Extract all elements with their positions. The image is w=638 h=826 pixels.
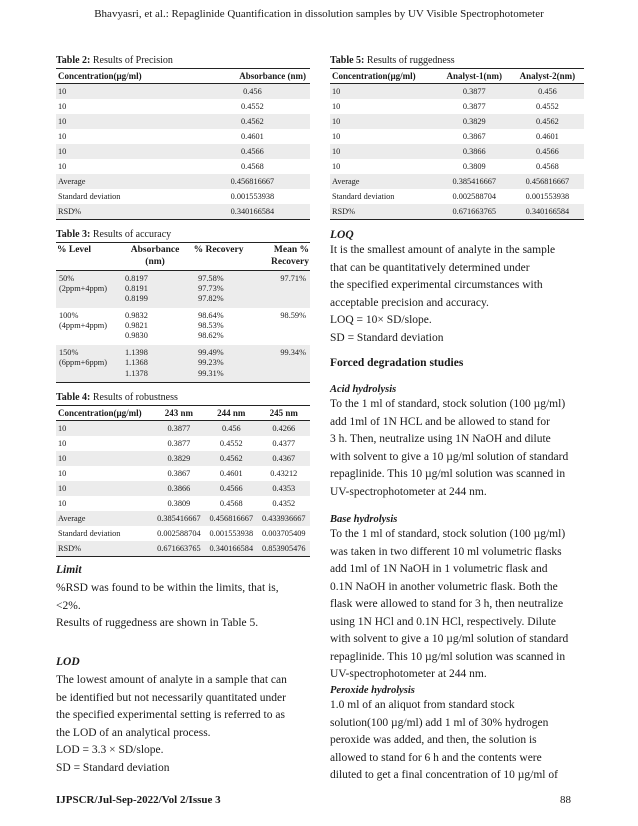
- column-header: 244 nm: [205, 406, 257, 421]
- table-cell: 0.4552: [536, 102, 559, 111]
- table-row: [56, 421, 310, 437]
- table-cell: 10: [58, 162, 67, 171]
- table-cell: Average: [330, 174, 438, 189]
- table-row: [56, 174, 310, 189]
- table-cell: 10: [332, 102, 341, 111]
- table-cell: 0.4562: [205, 451, 257, 466]
- accuracy-table: [56, 242, 310, 383]
- table-cell: 10: [330, 144, 438, 159]
- table-cell: 10: [58, 499, 67, 508]
- table-cell: 10: [56, 451, 153, 466]
- table-cell: 0.671663765: [153, 541, 205, 557]
- column-header: Analyst-1(nm): [438, 69, 511, 84]
- table-row: [56, 345, 310, 383]
- column-header: Concentration(µg/ml): [56, 406, 153, 421]
- table-cell: 0.4552: [240, 102, 264, 111]
- table-row: [56, 308, 310, 345]
- table-cell: 0.4352: [272, 499, 296, 508]
- table-cell: 0.340166584: [511, 204, 584, 220]
- limit-paragraph: %RSD was found to be within the limits, that is, <2%. Results of ruggedness are shown in Table 5.: [56, 582, 279, 629]
- table-cell: 0.853905476: [258, 541, 310, 557]
- table-cell: 0.385416667: [153, 511, 205, 526]
- table-cell: 0.456816667: [511, 174, 584, 189]
- table-cell: Average: [56, 174, 195, 189]
- recovery-cell: 97.58% 97.73% 97.82%: [188, 270, 249, 308]
- table-row: [56, 451, 310, 466]
- column-header: Concentration(µg/ml): [330, 69, 438, 84]
- table-cell: 0.3809: [462, 162, 486, 171]
- table-cell: RSD%: [56, 204, 195, 220]
- level-cell: 50% (2ppm+4ppm): [56, 270, 122, 308]
- running-head: Bhavyasri, et al.: Repaglinide Quantification in dissolution samples by UV Visible Spectrophotometer: [94, 8, 544, 20]
- table-cell: 0.456816667: [195, 174, 310, 189]
- table-cell: 0.4601: [240, 132, 264, 141]
- table-cell: 10: [58, 132, 67, 141]
- lod-heading: LOD: [56, 656, 80, 668]
- absorbance-cell: 0.8197 0.8191 0.8199: [122, 270, 188, 308]
- table-row: [56, 541, 310, 557]
- table-cell: 0.4562: [511, 114, 584, 129]
- table-4-caption: Table 4: Results of robustness: [56, 392, 178, 403]
- robustness-table: [56, 405, 310, 557]
- table-row: [56, 436, 310, 451]
- table-cell: 0.003705409: [261, 529, 306, 538]
- mean-recovery-cell: 99.34%: [249, 345, 310, 383]
- lod-section: [56, 656, 310, 777]
- table-cell: RSD%: [56, 541, 153, 557]
- precision-table: [56, 68, 310, 220]
- table-cell: 0.456: [205, 421, 257, 437]
- robustness-table-body: [56, 421, 310, 557]
- mean-recovery-cell: 97.71%: [249, 270, 310, 308]
- table-cell: 0.4566: [205, 481, 257, 496]
- table-2-block: [56, 55, 310, 220]
- peroxide-hydrolysis-paragraph: 1.0 ml of an aliquot from standard stock solution(100 µg/ml) add 1 ml of 30% hydrogen peroxide was added, and then, the solution is allowed to stand for 6 h and the contents were diluted to get a final concentration of 10 µg/ml of: [330, 699, 558, 781]
- mean-recovery-cell: 98.59%: [280, 310, 306, 320]
- table-cell: 0.433936667: [258, 511, 310, 526]
- column-header: Concentration(µg/ml): [56, 69, 195, 84]
- ruggedness-table: [330, 68, 584, 220]
- table-cell: Standard deviation: [58, 529, 121, 538]
- peroxide-hydrolysis-heading: Peroxide hydrolysis: [330, 685, 415, 696]
- table-cell: 0.3877: [153, 421, 205, 437]
- recovery-cell: 98.64% 98.53% 98.62%: [198, 310, 224, 341]
- table-3-block: [56, 229, 310, 383]
- loq-heading: LOQ: [330, 229, 354, 241]
- table-header-row: [56, 406, 310, 421]
- table-cell: 0.456: [511, 84, 584, 100]
- table-cell: 0.3867: [462, 132, 486, 141]
- table-row: [56, 129, 310, 144]
- table-cell: 0.3877: [462, 102, 486, 111]
- table-cell: 0.001553938: [525, 192, 570, 201]
- acid-hydrolysis-section: [330, 384, 584, 501]
- table-cell: 0.4566: [511, 144, 584, 159]
- table-row: [56, 144, 310, 159]
- table-row: [56, 481, 310, 496]
- table-5-caption: Table 5: Results of ruggedness: [330, 55, 455, 66]
- loq-section: [330, 229, 584, 347]
- level-cell: 150% (6ppm+6ppm): [56, 345, 122, 383]
- table-row: [330, 114, 584, 129]
- table-cell: 0.4377: [272, 439, 296, 448]
- table-row: [56, 159, 310, 174]
- table-cell: 10: [58, 469, 67, 478]
- table-row: [56, 466, 310, 481]
- table-header-row: [56, 243, 310, 271]
- table-cell: 10: [330, 114, 438, 129]
- level-cell: 100% (4ppm+4ppm): [59, 310, 108, 331]
- column-header: 243 nm: [153, 406, 205, 421]
- table-cell: 10: [58, 102, 67, 111]
- column-header: % Recovery: [188, 243, 249, 271]
- table-cell: RSD%: [330, 204, 438, 220]
- table-cell: 0.001553938: [230, 192, 275, 201]
- base-hydrolysis-section: [330, 514, 584, 684]
- table-row: [56, 511, 310, 526]
- table-cell: 0.4552: [219, 439, 243, 448]
- table-cell: 0.4601: [219, 469, 243, 478]
- limit-heading: Limit: [56, 564, 82, 576]
- table-cell: 0.4367: [258, 451, 310, 466]
- table-cell: 10: [56, 144, 195, 159]
- table-cell: 0.3866: [438, 144, 511, 159]
- table-cell: 0.340166584: [205, 541, 257, 557]
- table-cell: Standard deviation: [58, 192, 121, 201]
- table-row: [330, 174, 584, 189]
- table-header-row: [56, 69, 310, 84]
- column-header: Absorbance (nm): [195, 69, 310, 84]
- loq-paragraph: It is the smallest amount of analyte in the sample that can be quantitatively determined under the specified experimental circumstances with acceptable precision and accuracy. LOQ = 10× SD/slope. SD = Standard deviation: [330, 244, 556, 344]
- table-cell: 10: [58, 439, 67, 448]
- table-cell: 10: [56, 84, 195, 100]
- table-row: [56, 270, 310, 308]
- table-cell: 10: [332, 162, 341, 171]
- acid-hydrolysis-paragraph: To the 1 ml of standard, stock solution (100 µg/ml) add 1ml of 1N HCL and be allowed to stand for 3 h. Then, neutralize using 1N NaOH and dilute with solvent to give a 10 µg/ml solution of standard repaglinide. This 10 µg/ml solution was scanned in UV-spectrophotometer at 244 nm.: [330, 398, 569, 498]
- journal-footer: IJPSCR/Jul-Sep-2022/Vol 2/Issue 3: [56, 794, 221, 806]
- table-cell: 0.002588704: [157, 529, 201, 538]
- table-header-row: [330, 69, 584, 84]
- table-cell: 0.3866: [153, 481, 205, 496]
- table-row: [56, 526, 310, 541]
- table-3-caption: Table 3: Results of accuracy: [56, 229, 172, 240]
- table-cell: 0.4566: [195, 144, 310, 159]
- column-header: % Level: [56, 243, 122, 271]
- table-row: [330, 144, 584, 159]
- accuracy-table-body: [56, 270, 310, 382]
- column-header: Mean % Recovery: [249, 243, 310, 271]
- table-2-caption: Table 2: Results of Precision: [56, 55, 173, 66]
- table-5-block: [330, 55, 584, 220]
- table-cell: 0.3809: [167, 499, 191, 508]
- table-cell: 0.3829: [153, 451, 205, 466]
- table-cell: 10: [330, 84, 438, 100]
- forced-degradation-heading: Forced degradation studies: [330, 357, 464, 369]
- table-cell: 0.3829: [438, 114, 511, 129]
- column-header: Analyst-2(nm): [511, 69, 584, 84]
- table-cell: 0.4562: [195, 114, 310, 129]
- table-row: [56, 204, 310, 220]
- table-cell: 0.456816667: [205, 511, 257, 526]
- acid-hydrolysis-heading: Acid hydrolysis: [330, 384, 397, 395]
- table-cell: 0.456: [195, 84, 310, 100]
- table-cell: 0.001553938: [209, 529, 254, 538]
- table-cell: 0.43212: [270, 469, 298, 478]
- limit-section: [56, 564, 310, 633]
- table-cell: 10: [56, 481, 153, 496]
- table-cell: 0.4568: [240, 162, 264, 171]
- table-cell: 10: [332, 132, 341, 141]
- recovery-cell: 99.49% 99.23% 99.31%: [188, 345, 249, 383]
- table-row: [330, 99, 584, 114]
- table-row: [330, 189, 584, 204]
- ruggedness-table-body: [330, 84, 584, 220]
- table-cell: Average: [56, 511, 153, 526]
- table-cell: 0.3877: [438, 84, 511, 100]
- table-row: [330, 129, 584, 144]
- table-row: [56, 114, 310, 129]
- table-cell: 0.385416667: [438, 174, 511, 189]
- precision-table-body: [56, 84, 310, 220]
- base-hydrolysis-heading: Base hydrolysis: [330, 514, 398, 525]
- lod-paragraph: The lowest amount of analyte in a sample that can be identified but not necessarily quantitated under the specified experimental setting is referred to as the LOD of an analytical process. LOD = 3.3 × SD/slope. SD = Standard deviation: [56, 674, 287, 774]
- table-row: [56, 496, 310, 511]
- table-cell: Standard deviation: [332, 192, 395, 201]
- table-cell: 0.671663765: [438, 204, 511, 220]
- table-row: [330, 159, 584, 174]
- table-cell: 0.340166584: [195, 204, 310, 220]
- table-cell: 10: [56, 114, 195, 129]
- table-row: [330, 84, 584, 100]
- table-4-block: [56, 392, 310, 557]
- column-header: Absorbance (nm): [122, 243, 188, 271]
- absorbance-cell: 0.9832 0.9821 0.9830: [125, 310, 148, 341]
- table-row: [56, 84, 310, 100]
- absorbance-cell: 1.1398 1.1368 1.1378: [122, 345, 188, 383]
- table-cell: 0.4601: [536, 132, 559, 141]
- table-row: [56, 189, 310, 204]
- table-cell: 0.3877: [167, 439, 191, 448]
- column-header: 245 nm: [258, 406, 310, 421]
- peroxide-hydrolysis-section: [330, 685, 584, 785]
- table-cell: 10: [56, 421, 153, 437]
- table-cell: 0.002588704: [452, 192, 497, 201]
- table-row: [330, 204, 584, 220]
- page-number: 88: [560, 794, 571, 806]
- table-cell: 0.4266: [258, 421, 310, 437]
- table-cell: 0.4568: [219, 499, 243, 508]
- table-cell: 0.3867: [167, 469, 191, 478]
- base-hydrolysis-paragraph: To the 1 ml of standard, stock solution (100 µg/ml) was taken in two different 10 ml volumetric flasks add 1ml of 1N NaOH in 1 volumetric flask and 0.1N NaOH in another volumetric flask. Both the flask were allowed to stand for 3 h, then neutralize using 1N HCl and 0.1N HCl, respectively. Dilute with solvent to give a 10 µg/ml solution of standard repaglinide. This 10 µg/ml solution was scanned in UV-spectrophotometer at 244 nm.: [330, 528, 569, 680]
- table-row: [56, 99, 310, 114]
- table-cell: 0.4568: [536, 162, 559, 171]
- table-cell: 0.4353: [258, 481, 310, 496]
